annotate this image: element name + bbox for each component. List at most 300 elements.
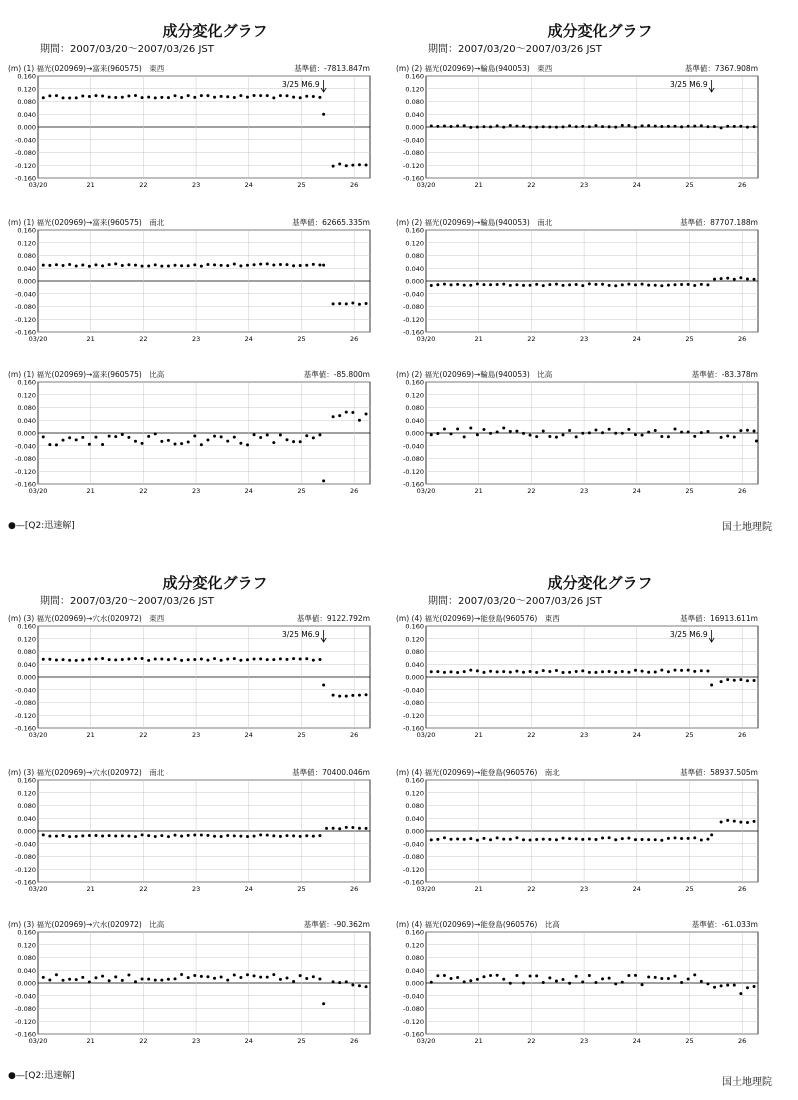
data-point	[733, 984, 736, 987]
x-tick-label: 23	[579, 487, 589, 495]
data-point	[456, 283, 459, 286]
data-point	[338, 302, 341, 305]
data-point	[430, 838, 433, 841]
data-point	[259, 833, 262, 836]
data-point	[515, 283, 518, 286]
data-point	[680, 283, 683, 286]
y-tick-label: -0.160	[15, 480, 36, 489]
panel-label: (3) 福光(020969)→穴水(020972) 東西	[23, 614, 165, 623]
data-point	[62, 979, 65, 982]
y-tick-label: -0.040	[15, 442, 36, 451]
data-point	[68, 835, 71, 838]
data-point	[286, 834, 289, 837]
data-point	[594, 981, 597, 984]
sheet1-period-left: 期間：2007/03/20～2007/03/26 JST	[40, 44, 214, 55]
data-point	[193, 435, 196, 438]
x-tick-label: 23	[579, 181, 589, 189]
panel-reference-value: 基準値：-85.800m	[303, 370, 370, 379]
data-point	[654, 976, 657, 979]
data-point	[726, 125, 729, 128]
y-tick-label: 0.000	[17, 277, 36, 286]
data-point	[94, 834, 97, 837]
data-point	[62, 264, 65, 267]
panel-header-4-EW	[396, 613, 758, 624]
y-tick-label: -0.120	[403, 161, 424, 170]
data-point	[469, 427, 472, 430]
y-tick-label: -0.080	[15, 853, 36, 861]
x-tick-label: 25	[297, 335, 306, 343]
data-point	[160, 440, 163, 443]
data-point	[430, 125, 433, 128]
data-point	[279, 263, 282, 266]
panel-label: (2) 福光(020969)→輪島(940053) 比高	[411, 370, 553, 379]
data-point	[515, 430, 518, 433]
data-point	[562, 837, 565, 840]
data-point	[555, 126, 558, 129]
x-tick-label: 21	[86, 731, 95, 739]
data-point	[555, 979, 558, 982]
data-point	[318, 96, 321, 99]
data-point	[114, 262, 117, 265]
data-point	[647, 124, 650, 127]
event-annotation: 3/25 M6.9	[282, 630, 320, 639]
data-point	[108, 658, 111, 661]
x-tick-label: 26	[350, 181, 359, 189]
x-tick-label: 22	[139, 885, 148, 893]
panel-header-3-UD	[8, 919, 370, 930]
sheet2-period-left: 期間：2007/03/20～2007/03/26 JST	[40, 596, 214, 607]
x-tick-label: 24	[244, 181, 253, 189]
data-point	[206, 438, 209, 441]
data-point	[535, 435, 538, 438]
panel-unit: (m)	[396, 370, 412, 379]
data-point	[174, 264, 177, 267]
data-point	[187, 264, 190, 267]
y-tick-label: 0.120	[17, 85, 36, 94]
data-point	[482, 671, 485, 674]
data-point	[42, 264, 45, 267]
data-point	[522, 432, 525, 435]
data-point	[42, 96, 45, 99]
data-point	[332, 980, 335, 983]
event-annotation: 3/25 M6.9	[670, 630, 708, 639]
data-point	[272, 834, 275, 837]
data-point	[542, 981, 545, 984]
data-point	[548, 670, 551, 673]
data-point	[594, 283, 597, 286]
y-tick-label: 0.160	[405, 226, 424, 235]
data-point	[160, 979, 163, 982]
data-point	[726, 984, 729, 987]
y-tick-label: 0.080	[405, 648, 424, 656]
y-tick-label: 0.160	[405, 378, 424, 387]
x-tick-label: 25	[685, 487, 694, 495]
y-tick-label: 0.120	[17, 239, 36, 248]
y-tick-label: 0.000	[405, 827, 424, 836]
data-point	[55, 659, 58, 662]
panel-unit: (m)	[8, 64, 24, 73]
x-tick-label: 22	[527, 1037, 536, 1045]
data-point	[325, 827, 328, 830]
data-point	[167, 264, 170, 267]
data-point	[318, 263, 321, 266]
data-point	[443, 671, 446, 674]
data-point	[127, 657, 130, 660]
x-tick-label: 26	[738, 181, 747, 189]
data-point	[358, 163, 361, 166]
y-tick-label: -0.080	[15, 149, 36, 157]
data-point	[286, 438, 289, 441]
data-point	[680, 981, 683, 984]
data-point	[667, 977, 670, 980]
data-point	[469, 837, 472, 840]
data-point	[253, 658, 256, 661]
data-point	[700, 669, 703, 672]
data-point	[529, 838, 532, 841]
data-point	[555, 283, 558, 286]
data-point	[193, 833, 196, 836]
data-point	[141, 96, 144, 99]
data-point	[154, 658, 157, 661]
data-point	[482, 837, 485, 840]
data-point	[581, 125, 584, 128]
data-point	[456, 976, 459, 979]
data-point	[634, 126, 637, 129]
data-point	[299, 264, 302, 267]
data-point	[318, 978, 321, 981]
x-tick-label: 23	[579, 1037, 589, 1045]
y-tick-label: -0.160	[15, 328, 36, 337]
data-point	[365, 302, 368, 305]
data-point	[127, 834, 130, 837]
data-point	[594, 124, 597, 127]
y-tick-label: 0.120	[17, 941, 36, 950]
panel-header-1-EW	[8, 63, 370, 74]
data-point	[220, 835, 223, 838]
data-point	[496, 836, 499, 839]
data-point	[68, 436, 71, 439]
data-point	[108, 834, 111, 837]
data-point	[246, 264, 249, 267]
data-point	[220, 264, 223, 267]
data-point	[746, 986, 749, 989]
data-point	[121, 834, 124, 837]
x-tick-label: 25	[685, 335, 694, 343]
y-tick-label: 0.160	[17, 776, 36, 785]
data-point	[502, 426, 505, 429]
data-point	[42, 658, 45, 661]
data-point	[81, 263, 84, 266]
data-point	[601, 125, 604, 128]
data-point	[154, 979, 157, 982]
data-point	[259, 976, 262, 979]
y-tick-label: 0.000	[405, 123, 424, 132]
data-point	[555, 436, 558, 439]
data-point	[608, 125, 611, 128]
data-point	[621, 283, 624, 286]
data-point	[94, 263, 97, 266]
data-point	[121, 979, 124, 982]
data-point	[463, 284, 466, 287]
data-point	[305, 657, 308, 660]
data-point	[515, 974, 518, 977]
data-point	[233, 436, 236, 439]
data-point	[351, 411, 354, 414]
data-point	[575, 975, 578, 978]
data-point	[200, 265, 203, 268]
data-point	[614, 126, 617, 129]
panel-unit: (m)	[8, 218, 24, 227]
x-tick-label: 23	[191, 335, 201, 343]
data-point	[496, 431, 499, 434]
x-tick-label: 22	[139, 335, 148, 343]
y-tick-label: 0.040	[405, 814, 424, 823]
data-point	[674, 669, 677, 672]
y-tick-label: -0.080	[15, 303, 36, 311]
data-point	[720, 820, 723, 823]
data-point	[562, 284, 565, 287]
data-point	[174, 977, 177, 980]
data-point	[312, 835, 315, 838]
y-tick-label: 0.000	[405, 673, 424, 682]
data-point	[365, 827, 368, 830]
data-point	[305, 434, 308, 437]
y-tick-label: 0.160	[17, 226, 36, 235]
y-tick-label: 0.160	[17, 72, 36, 81]
data-point	[318, 834, 321, 837]
y-tick-label: -0.040	[15, 840, 36, 849]
data-point	[463, 435, 466, 438]
x-tick-label: 03/20	[416, 181, 436, 189]
y-tick-label: -0.040	[403, 290, 424, 299]
panel-unit: (m)	[8, 920, 24, 929]
data-point	[693, 284, 696, 287]
data-point	[476, 283, 479, 286]
y-tick-label: -0.120	[403, 467, 424, 476]
plot-4-EW	[394, 622, 766, 744]
y-tick-label: -0.080	[403, 1005, 424, 1013]
data-point	[614, 284, 617, 287]
data-point	[174, 657, 177, 660]
y-tick-label: 0.000	[405, 429, 424, 438]
y-tick-label: -0.080	[15, 455, 36, 463]
x-tick-label: 23	[579, 885, 589, 893]
data-point	[213, 435, 216, 438]
y-tick-label: 0.080	[17, 648, 36, 656]
data-point	[239, 264, 242, 267]
x-tick-label: 21	[474, 885, 483, 893]
data-point	[700, 980, 703, 983]
data-point	[548, 126, 551, 129]
data-point	[127, 973, 130, 976]
data-point	[101, 443, 104, 446]
data-point	[739, 678, 742, 681]
y-tick-label: -0.080	[403, 303, 424, 311]
y-tick-label: -0.040	[15, 136, 36, 145]
x-tick-label: 25	[685, 181, 694, 189]
data-point	[322, 264, 325, 267]
data-point	[351, 301, 354, 304]
y-tick-label: -0.040	[15, 290, 36, 299]
data-point	[746, 821, 749, 824]
x-tick-label: 26	[350, 487, 359, 495]
y-tick-label: -0.160	[403, 878, 424, 887]
data-point	[48, 94, 51, 97]
data-point	[345, 695, 348, 698]
data-point	[436, 838, 439, 841]
data-point	[608, 670, 611, 673]
data-point	[720, 680, 723, 683]
data-point	[200, 834, 203, 837]
data-point	[654, 125, 657, 128]
data-point	[443, 428, 446, 431]
data-point	[266, 834, 269, 837]
data-point	[450, 670, 453, 673]
data-point	[332, 694, 335, 697]
data-point	[81, 834, 84, 837]
data-point	[292, 834, 295, 837]
data-point	[253, 433, 256, 436]
data-point	[286, 94, 289, 97]
data-point	[187, 94, 190, 97]
data-point	[726, 678, 729, 681]
panel-reference-value: 基準値：-61.033m	[691, 920, 758, 929]
data-point	[279, 433, 282, 436]
data-point	[529, 284, 532, 287]
plot-2-NS	[394, 226, 766, 348]
x-tick-label: 21	[474, 731, 483, 739]
data-point	[502, 978, 505, 981]
data-point	[200, 443, 203, 446]
data-point	[733, 679, 736, 682]
data-point	[101, 835, 104, 838]
data-point	[482, 975, 485, 978]
panel-label: (1) 福光(020969)→富来(960575) 東西	[23, 64, 165, 73]
x-tick-label: 23	[579, 335, 589, 343]
data-point	[299, 440, 302, 443]
data-point	[687, 977, 690, 980]
data-point	[654, 671, 657, 674]
y-tick-label: 0.000	[17, 123, 36, 132]
data-point	[588, 282, 591, 285]
data-point	[647, 284, 650, 287]
data-point	[608, 977, 611, 980]
data-point	[667, 125, 670, 128]
y-tick-label: 0.120	[405, 941, 424, 950]
y-tick-label: 0.160	[405, 72, 424, 81]
y-tick-label: -0.160	[15, 878, 36, 887]
y-tick-label: -0.120	[15, 161, 36, 170]
x-tick-label: 03/20	[28, 487, 48, 495]
data-point	[482, 428, 485, 431]
sheet2-agency: 国土地理院	[722, 1077, 772, 1088]
data-point	[292, 264, 295, 267]
data-point	[226, 95, 229, 98]
data-point	[48, 658, 51, 661]
data-point	[127, 436, 130, 439]
data-point	[279, 978, 282, 981]
data-point	[588, 974, 591, 977]
data-point	[693, 836, 696, 839]
data-point	[575, 283, 578, 286]
data-point	[489, 432, 492, 435]
data-point	[548, 435, 551, 438]
data-point	[476, 669, 479, 672]
data-point	[588, 837, 591, 840]
x-tick-label: 03/20	[28, 335, 48, 343]
panel-header-3-EW	[8, 613, 370, 624]
y-tick-label: -0.160	[403, 724, 424, 733]
data-point	[88, 980, 91, 983]
x-tick-label: 25	[297, 885, 306, 893]
data-point	[312, 95, 315, 98]
y-tick-label: 0.040	[17, 660, 36, 669]
data-point	[739, 429, 742, 432]
data-point	[469, 979, 472, 982]
data-point	[693, 670, 696, 673]
y-tick-label: -0.040	[15, 686, 36, 695]
data-point	[733, 820, 736, 823]
data-point	[206, 94, 209, 97]
data-point	[509, 430, 512, 433]
data-point	[562, 433, 565, 436]
data-point	[535, 838, 538, 841]
data-point	[272, 441, 275, 444]
data-point	[667, 670, 670, 673]
data-point	[509, 838, 512, 841]
data-point	[674, 428, 677, 431]
data-point	[160, 834, 163, 837]
data-point	[62, 439, 65, 442]
data-point	[746, 429, 749, 432]
y-tick-label: -0.120	[15, 315, 36, 324]
y-tick-label: -0.080	[15, 699, 36, 707]
data-point	[351, 694, 354, 697]
data-point	[720, 984, 723, 987]
data-point	[739, 276, 742, 279]
data-point	[443, 124, 446, 127]
y-tick-label: 0.040	[17, 416, 36, 425]
data-point	[535, 283, 538, 286]
x-tick-label: 26	[350, 731, 359, 739]
data-point	[75, 438, 78, 441]
data-point	[535, 974, 538, 977]
data-point	[332, 165, 335, 168]
data-point	[667, 435, 670, 438]
data-point	[562, 978, 565, 981]
data-point	[568, 837, 571, 840]
data-point	[253, 835, 256, 838]
data-point	[68, 659, 71, 662]
x-tick-label: 22	[527, 487, 536, 495]
data-point	[305, 264, 308, 267]
y-tick-label: -0.080	[403, 699, 424, 707]
data-point	[456, 838, 459, 841]
data-point	[193, 263, 196, 266]
x-tick-label: 26	[350, 885, 359, 893]
data-point	[614, 432, 617, 435]
data-point	[588, 125, 591, 128]
data-point	[463, 124, 466, 127]
data-point	[259, 263, 262, 266]
panel-unit: (m)	[396, 64, 412, 73]
data-point	[160, 265, 163, 268]
data-point	[621, 837, 624, 840]
data-point	[220, 659, 223, 662]
data-point	[213, 657, 216, 660]
data-point	[266, 262, 269, 265]
data-point	[733, 435, 736, 438]
